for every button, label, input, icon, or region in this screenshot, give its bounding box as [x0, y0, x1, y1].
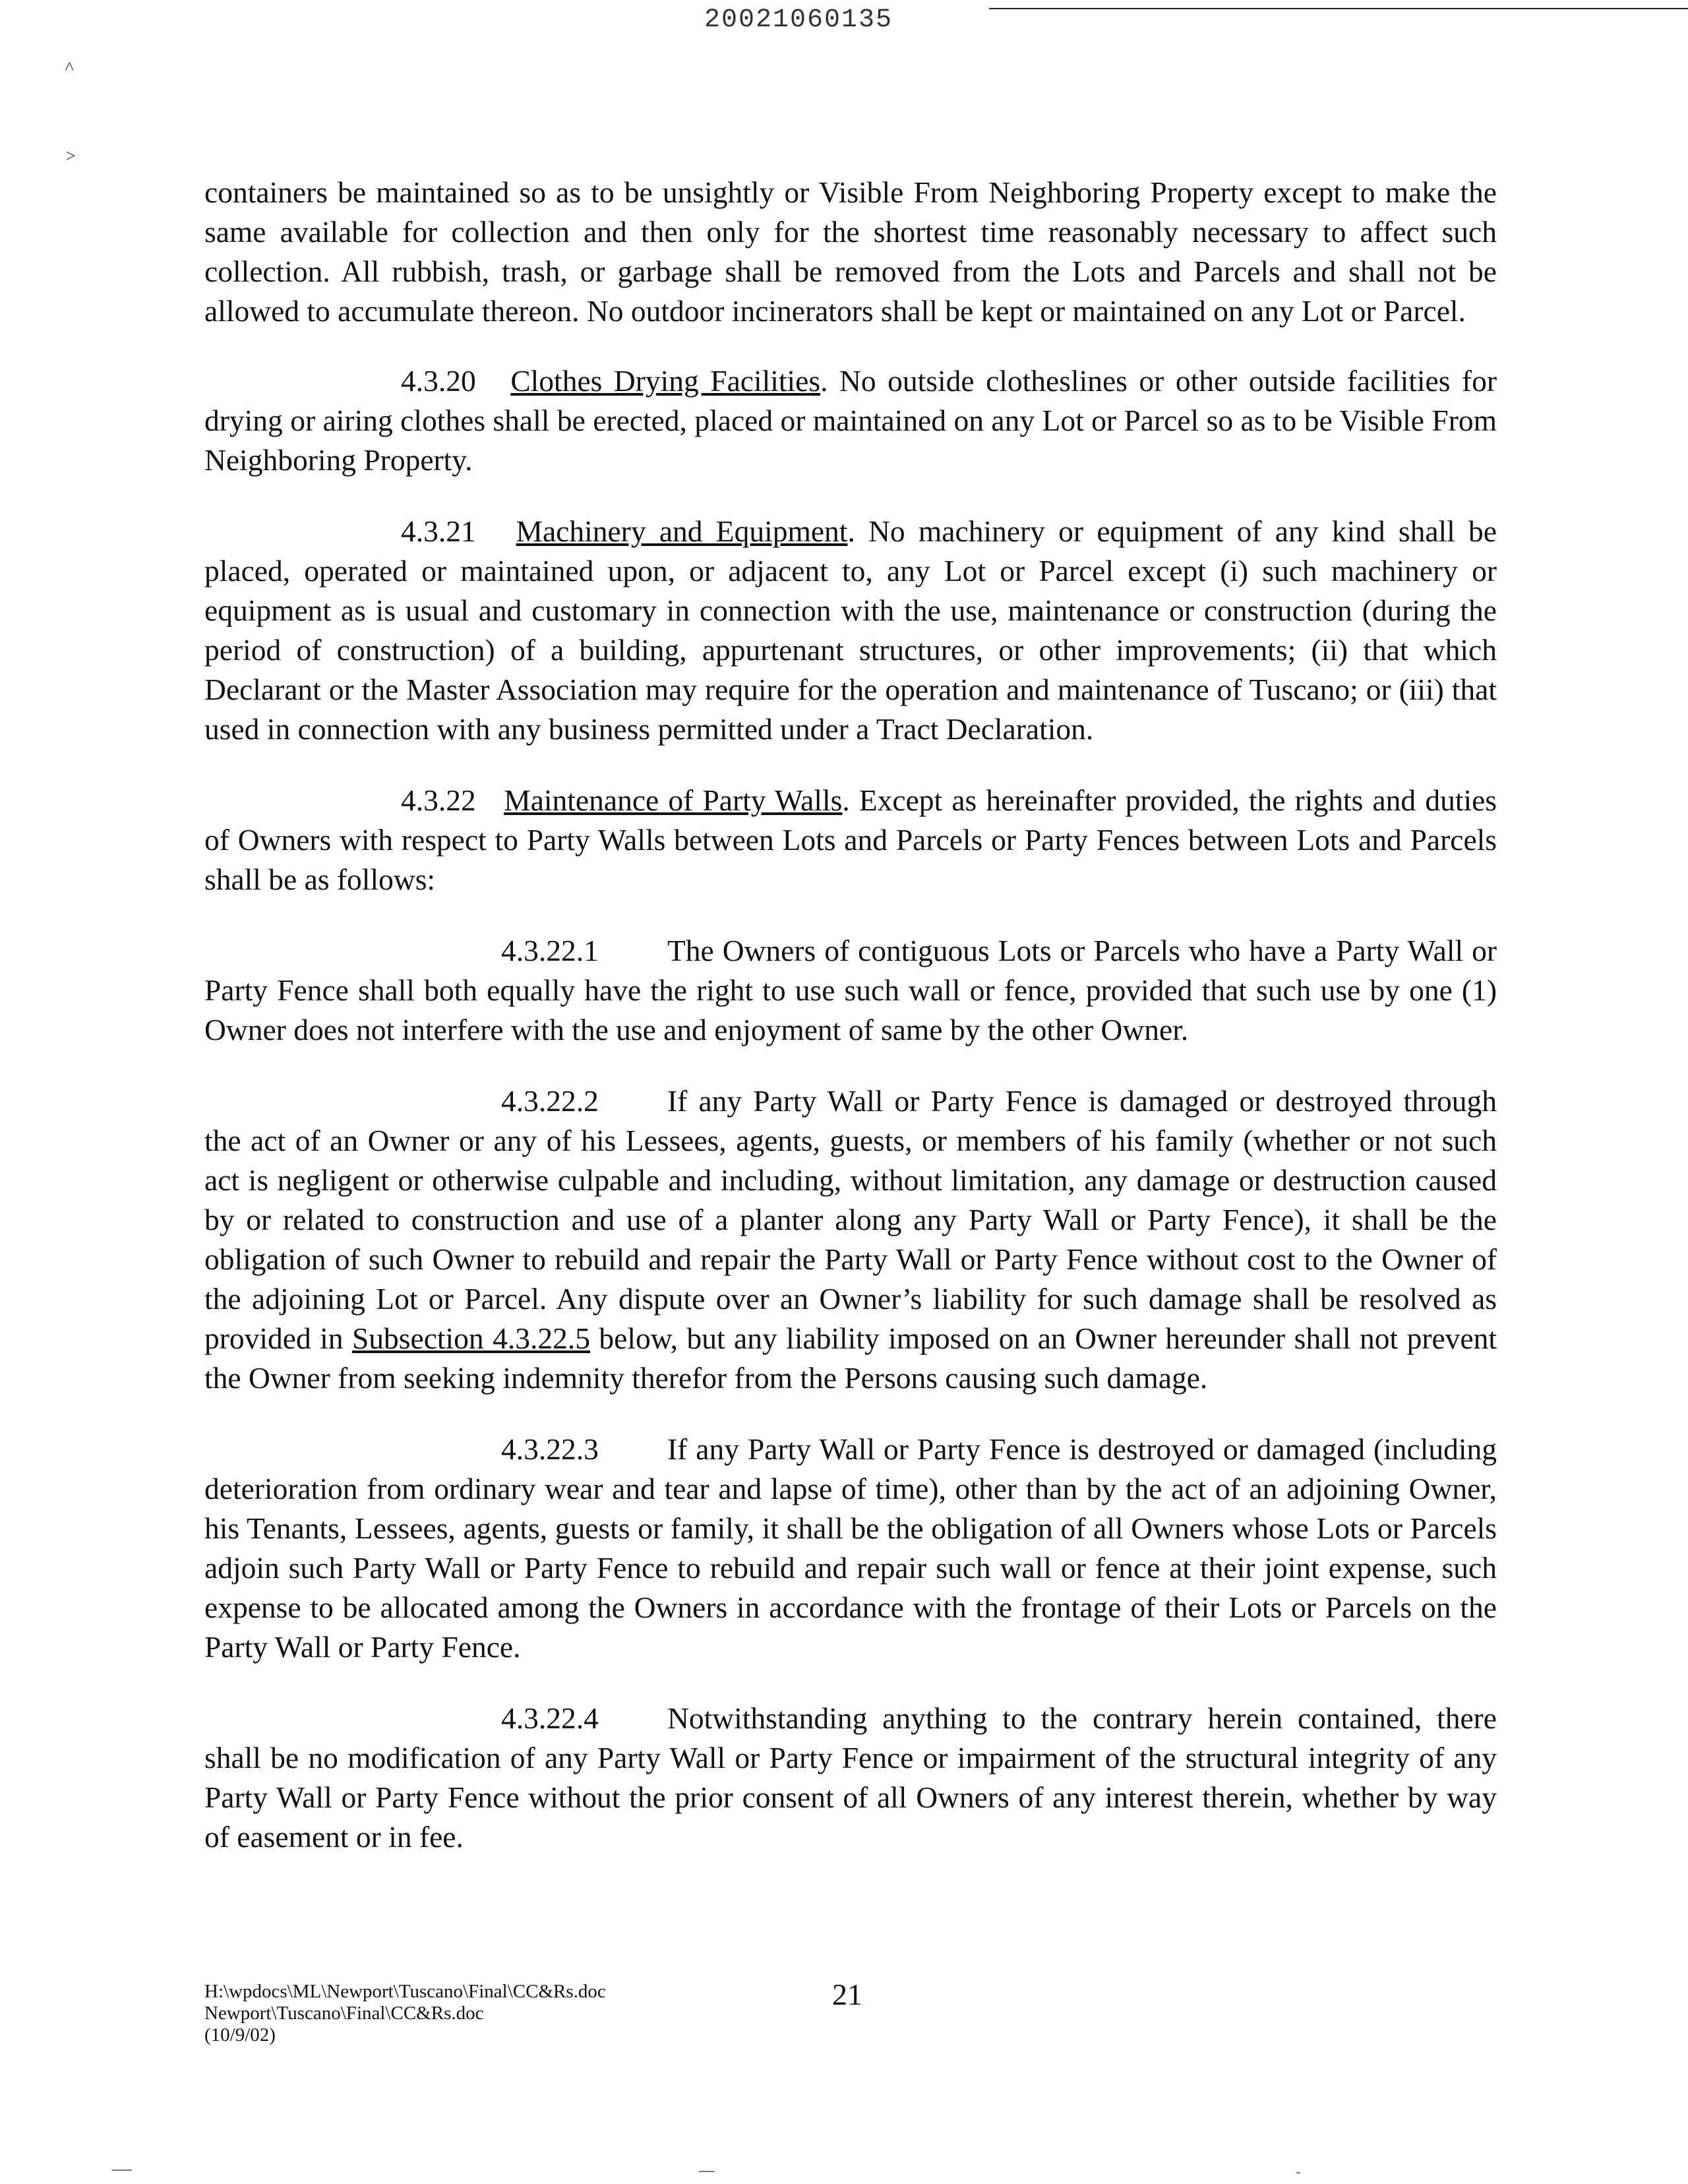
section-4-3-22-1	[204, 931, 1497, 1050]
scan-speck	[1296, 2172, 1300, 2173]
section-4-3-22-4	[204, 1699, 1497, 1857]
section-4-3-21	[204, 512, 1497, 749]
section-text: . No outside clotheslines or other outside facilities for drying or airing clothes shall be erected, placed or maintained on any Lot or Parcel so as to be Visible From Neighboring Property.	[204, 364, 1497, 477]
section-text: . No machinery or equipment of any kind shall be placed, operated or maintained upon, or adjacent to, any Lot or Parcel except (i) such machinery or equipment as is usual and customary in connection with the use, maintenance or construction (during the period of construction) of a building, appurtenant structures, or other improvements; (ii) that which Declarant or the Master Association may require for the operation and maintenance of Tuscano; or (iii) that used in connection with any business permitted under a Tract Declaration.	[204, 514, 1497, 746]
footer-date: (10/9/02)	[204, 2024, 276, 2046]
section-number: 4.3.22.1	[501, 934, 599, 967]
subsection-reference: Subsection 4.3.22.5	[352, 1321, 590, 1355]
section-4-3-22	[204, 781, 1497, 899]
header-rule	[989, 8, 1688, 9]
section-number: 4.3.22.3	[501, 1432, 599, 1466]
scan-speck	[699, 2171, 715, 2172]
section-text: If any Party Wall or Party Fence is damaged or destroyed through the act of an Owner or any of his Lessees, agents, guests, or members of his family (whether or not such act is negligent or otherwise culpable and including, without limitation, any damage or destruction caused by or related to construction and use of a planter along any Party Wall or Party Fence), it shall be the obligation of such Owner to rebuild and repair the Party Wall or Party Fence without cost to the Owner of the adjoining Lot or Parcel. Any dispute over an Owner’s liability for such damage shall be resolved as provided in	[204, 1084, 1497, 1355]
section-text: below, but any liability imposed on an Owner hereunder shall not prevent the Owner from seeking indemnity therefor from the Persons causing such damage.	[204, 1321, 1497, 1395]
section-heading: Clothes Drying Facilities	[510, 364, 821, 398]
page-number: 21	[832, 1978, 862, 2011]
section-text: If any Party Wall or Party Fence is destroyed or damaged (including deterioration from ordinary wear and tear and lapse of time), other than by the act of an adjoining Owner, his Tenants, Lessees, agents, guests or family, it shall be the obligation of all Owners whose Lots or Parcels adjoin such Party Wall or Party Fence to rebuild and repair such wall or fence at their joint expense, such expense to be allocated among the Owners in accordance with the frontage of their Lots or Parcels on the Party Wall or Party Fence.	[204, 1432, 1497, 1664]
section-text: The Owners of contiguous Lots or Parcels who have a Party Wall or Party Fence shall both equally have the right to use such wall or fence, provided that such use by one (1) Owner does not interfere with the use and enjoyment of same by the other Owner.	[204, 934, 1497, 1046]
section-text: . Except as hereinafter provided, the rights and duties of Owners with respect to Party Walls between Lots and Parcels or Party Fences between Lots and Parcels shall be as follows:	[204, 783, 1497, 896]
section-number: 4.3.20	[401, 364, 476, 398]
footer-path-line: H:\wpdocs\ML\Newport\Tuscano\Final\CC&Rs.doc	[204, 1981, 606, 2002]
footer-path-line: Newport\Tuscano\Final\CC&Rs.doc	[204, 2003, 484, 2024]
scan-mark: ˃	[66, 146, 76, 166]
scan-speck	[112, 2169, 132, 2171]
section-4-3-20	[204, 361, 1497, 480]
document-body	[204, 173, 1497, 1889]
footer-file-info	[204, 1981, 606, 2046]
section-text: Notwithstanding anything to the contrary herein contained, there shall be no modification of any Party Wall or Party Fence or impairment of the structural integrity of any Party Wall or Party Fence without the prior consent of all Owners of any interest therein, whether by way of easement or in fee.	[204, 1701, 1497, 1854]
section-4-3-22-3	[204, 1430, 1497, 1667]
section-heading: Machinery and Equipment	[516, 514, 848, 548]
section-4-3-22-2	[204, 1081, 1497, 1398]
section-number: 4.3.22.2	[501, 1084, 599, 1118]
paragraph-continuation: containers be maintained so as to be unsightly or Visible From Neighboring Property except to make the same available for collection and then only for the shortest time reasonably necessary to affect such collection. All rubbish, trash, or garbage shall be removed from the Lots and Parcels and shall not be allowed to accumulate thereon. No outdoor incinerators shall be kept or maintained on any Lot or Parcel.	[204, 175, 1497, 328]
section-heading: Maintenance of Party Walls	[504, 783, 843, 817]
document-number: 20021060135	[704, 5, 893, 35]
scan-mark: ˄	[65, 57, 75, 76]
section-number: 4.3.22.4	[501, 1701, 599, 1735]
section-number: 4.3.22	[401, 783, 476, 817]
section-number: 4.3.21	[401, 514, 476, 548]
